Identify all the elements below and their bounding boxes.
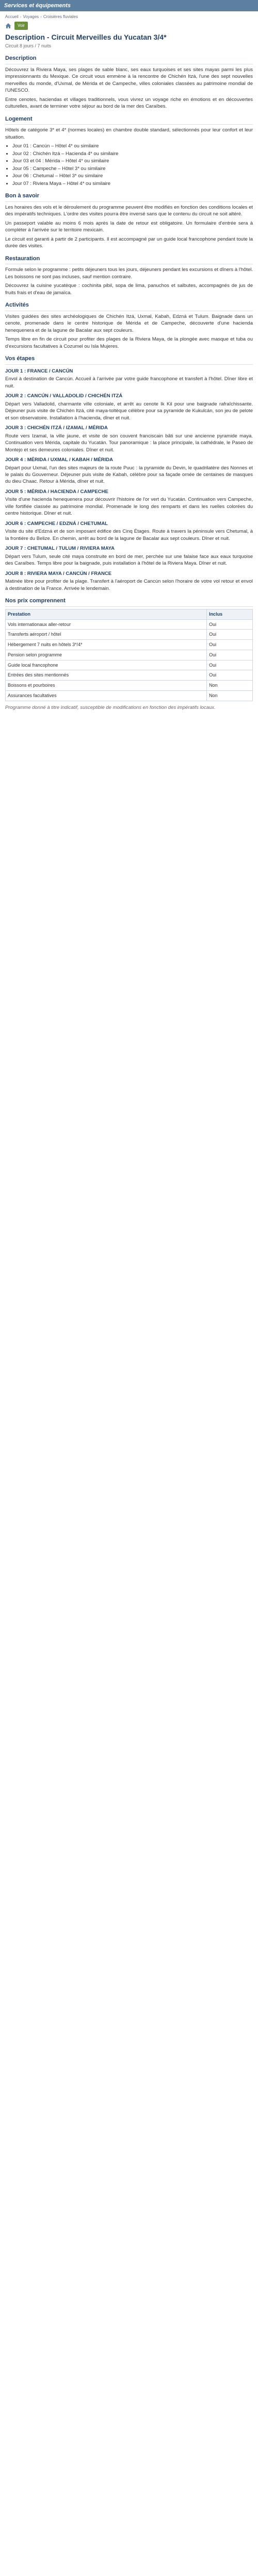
day-title: JOUR 3 : CHICHÉN ITZÁ / IZAMAL / MÉRIDA — [5, 425, 108, 431]
breadcrumb-separator: › — [20, 14, 22, 19]
paragraph: Découvrez la Riviera Maya, ses plages de sable blanc, ses eaux turquoises et ses sites mayas parmi les plus impressionnants du Mexique. Ce circuit vous emmène à la rencontre de Chichén Itzá, l'une des sept nouvelles merveilles du monde, d'Uxmal, de Mérida et de Campeche, villes coloniales classées au patrimoine mondial de l'UNESCO. — [5, 66, 253, 94]
table-row — [6, 690, 253, 701]
paragraph: Les horaires des vols et le déroulement du programme peuvent être modifiés en fonction des conditions locales et des impératifs techniques. L'ordre des visites pourra être inversé sans que le contenu du circuit ne soit altéré. — [5, 204, 253, 217]
table-row — [6, 640, 253, 650]
breadcrumb — [0, 11, 258, 20]
section-heading: Bon à savoir — [5, 192, 253, 202]
day-title: JOUR 2 : CANCÚN / VALLADOLID / CHICHÉN ITZÁ — [5, 393, 123, 399]
day-text: Route vers Izamal, la ville jaune, et visite de son couvent franciscain bâti sur une ancienne pyramide maya. Continuation vers Mérida, capitale du Yucatán. Tour panoramique : la place principale, la cathédrale, le Paseo de Montejo et ses demeures coloniales. Dîner et nuit. — [5, 433, 253, 453]
paragraph: Formule selon le programme : petits déjeuners tous les jours, déjeuners pendant les excursions et dîners à l'hôtel. Les boissons ne sont pas incluses, sauf mention contraire. — [5, 267, 253, 280]
table-row — [6, 681, 253, 691]
day-text: Envol à destination de Cancún. Accueil à l'arrivée par votre guide francophone et transfert à l'hôtel. Dîner libre et nuit. — [5, 376, 253, 389]
itinerary-day — [5, 368, 253, 389]
table-cell: Boissons et pourboires — [6, 681, 207, 691]
table-cell: Hébergement 7 nuits en hôtels 3*/4* — [6, 640, 207, 650]
day-title: JOUR 4 : MÉRIDA / UXMAL / KABAH / MÉRIDA — [5, 457, 114, 463]
itinerary-day — [5, 425, 253, 453]
section-heading: Description — [5, 55, 253, 64]
day-text: Départ vers Valladolid, charmante ville coloniale, et arrêt au cenote Ik Kil pour une baignade rafraîchissante. Déjeuner puis visite de Chichén Itzá, cité maya-toltèque célèbre pour sa pyramide de Kukulcán, son jeu de pelote et son observatoire. Installation à l'hacienda, dîner et nuit. — [5, 401, 253, 421]
home-icon[interactable] — [5, 23, 11, 29]
section-heading: Nos prix comprennent — [5, 597, 253, 607]
main-content — [0, 55, 258, 718]
table-cell: Entrées des sites mentionnés — [6, 670, 207, 681]
table-cell: Vols internationaux aller-retour — [6, 619, 207, 630]
breadcrumb-item: Croisières fluviales — [43, 14, 78, 19]
breadcrumb-separator: › — [40, 14, 42, 19]
table-row — [6, 650, 253, 660]
hotel-list — [5, 143, 253, 187]
table-row — [6, 660, 253, 670]
day-text: Matinée libre pour profiter de la plage. Transfert à l'aéroport de Cancún selon l'horaire de votre vol retour et envol à destination de la France. Arrivée le lendemain. — [5, 579, 253, 591]
day-title: JOUR 8 : RIVIERA MAYA / CANCÚN / FRANCE — [5, 570, 112, 577]
page-subtitle: Circuit 8 jours / 7 nuits — [5, 43, 52, 49]
table-row — [6, 619, 253, 630]
paragraph: Visites guidées des sites archéologiques de Chichén Itzá, Uxmal, Kabah, Edzná et Tulum. Baignade dans un cenote, promenade dans le centre historique de Mérida et de Campeche, découverte d'une hacienda henequenera et de la lagune de Bacalar aux sept couleurs. — [5, 313, 253, 333]
table-cell: Oui — [207, 650, 253, 660]
itinerary-day — [5, 456, 253, 485]
table-row — [6, 630, 253, 640]
section-heading: Logement — [5, 115, 253, 125]
table-cell: Non — [207, 690, 253, 701]
table-cell: Transferts aéroport / hôtel — [6, 630, 207, 640]
table-cell: Oui — [207, 630, 253, 640]
itinerary-day — [5, 488, 253, 517]
table-row — [6, 670, 253, 681]
paragraph: Découvrez la cuisine yucatèque : cochinita pibil, sopa de lima, panuchos et salbutes, accompagnés de jus de fruits frais et d'eau de jamaïca. — [5, 283, 253, 296]
page-title: Description - Circuit Merveilles du Yucatan 3/4* — [5, 32, 167, 41]
day-text: Visite du site d'Edzná et de son imposant édifice des Cinq Étages. Route à travers la péninsule vers Chetumal, à la frontière du Belize. En chemin, arrêt au bord de la lagune de Bacalar aux sept couleurs. Dîner et nuit. — [5, 529, 253, 541]
table-cell: Oui — [207, 670, 253, 681]
table-cell: Oui — [207, 660, 253, 670]
list-item: • Jour 05 : Campeche – Hôtel 3* ou similaire — [12, 165, 253, 172]
day-title: JOUR 5 : MÉRIDA / HACIENDA / CAMPECHE — [5, 488, 108, 495]
day-title: JOUR 6 : CAMPECHE / EDZNÁ / CHETUMAL — [5, 520, 108, 527]
list-item: • Jour 07 : Riviera Maya – Hôtel 4* ou similaire — [12, 180, 253, 187]
paragraph: Le circuit est garanti à partir de 2 participants. Il est accompagné par un guide local francophone pendant toute la durée des visites. — [5, 236, 253, 249]
table-cell: Oui — [207, 640, 253, 650]
table-cell: Assurances facultatives — [6, 690, 207, 701]
breadcrumb-item[interactable]: Voyages — [23, 14, 39, 19]
column-header: Prestation — [6, 609, 207, 619]
disclaimer-note: Programme donné à titre indicatif, susceptible de modifications en fonction des impératifs locaux. — [5, 704, 216, 710]
paragraph: Hôtels de catégorie 3* et 4* (normes locales) en chambre double standard, sélectionnés pour leur confort et leur situation. — [5, 127, 253, 140]
itinerary-day — [5, 570, 253, 592]
paragraph: Temps libre en fin de circuit pour profiter des plages de la Riviera Maya, de la plongée avec masque et tuba ou d'excursions facultatives à Cozumel ou Isla Mujeres. — [5, 336, 253, 349]
paragraph: Un passeport valable au moins 6 mois après la date de retour est obligatoire. Un formulaire d'entrée sera à compléter à l'arrivée sur le territoire mexicain. — [5, 220, 253, 233]
section-heading: Activités — [5, 301, 253, 311]
table-cell: Non — [207, 681, 253, 691]
section-heading: Vos étapes — [5, 355, 253, 365]
list-item: • Jour 02 : Chichén Itzá – Hacienda 4* ou similaire — [12, 150, 253, 157]
itinerary-day — [5, 393, 253, 421]
day-title: JOUR 1 : FRANCE / CANCÚN — [5, 368, 73, 374]
top-banner: Services et équipements — [0, 0, 258, 11]
list-item: • Jour 06 : Chetumal – Hôtel 3* ou similaire — [12, 173, 253, 179]
breadcrumb-item[interactable]: Accueil — [5, 14, 19, 19]
table-cell: Oui — [207, 619, 253, 630]
page-header — [0, 20, 258, 29]
day-text: Visite d'une hacienda henequenera pour découvrir l'histoire de l'or vert du Yucatán. Continuation vers Campeche, ville fortifiée classée au patrimoine mondial. Promenade le long des remparts et dans les ruelles colorées du centre historique. Dîner et nuit. — [5, 497, 253, 517]
view-badge[interactable]: Voir — [14, 22, 28, 29]
table-cell: Pension selon programme — [6, 650, 207, 660]
list-item: • Jour 01 : Cancún – Hôtel 4* ou similaire — [12, 143, 253, 149]
section-heading: Restauration — [5, 255, 253, 265]
column-header: Inclus — [207, 609, 253, 619]
itinerary-day — [5, 545, 253, 567]
list-item: • Jour 03 et 04 : Mérida – Hôtel 4* ou similaire — [12, 158, 253, 164]
itinerary-day — [5, 520, 253, 542]
table-cell: Guide local francophone — [6, 660, 207, 670]
paragraph: Entre cenotes, haciendas et villages traditionnels, vous vivrez un voyage riche en émotions et en découvertes culturelles, avant de terminer votre séjour au bord de la mer des Caraïbes. — [5, 96, 253, 110]
day-text: Départ vers Tulum, seule cité maya construite en bord de mer, perchée sur une falaise face aux eaux turquoise des Caraïbes. Temps libre pour la baignade, puis installation à l'hôtel de la Riviera Maya. Dîner et nuit. — [5, 553, 253, 567]
inclusions-table — [5, 609, 253, 701]
day-text: Départ pour Uxmal, l'un des sites majeurs de la route Puuc : la pyramide du Devin, le quadrilatère des Nonnes et le palais du Gouverneur. Déjeuner puis visite de Kabah, célèbre pour sa façade ornée de centaines de masques du dieu Chaac. Retour à Mérida, dîner et nuit. — [5, 465, 253, 485]
table-header-row — [6, 609, 253, 619]
day-title: JOUR 7 : CHETUMAL / TULUM / RIVIERA MAYA — [5, 546, 115, 552]
